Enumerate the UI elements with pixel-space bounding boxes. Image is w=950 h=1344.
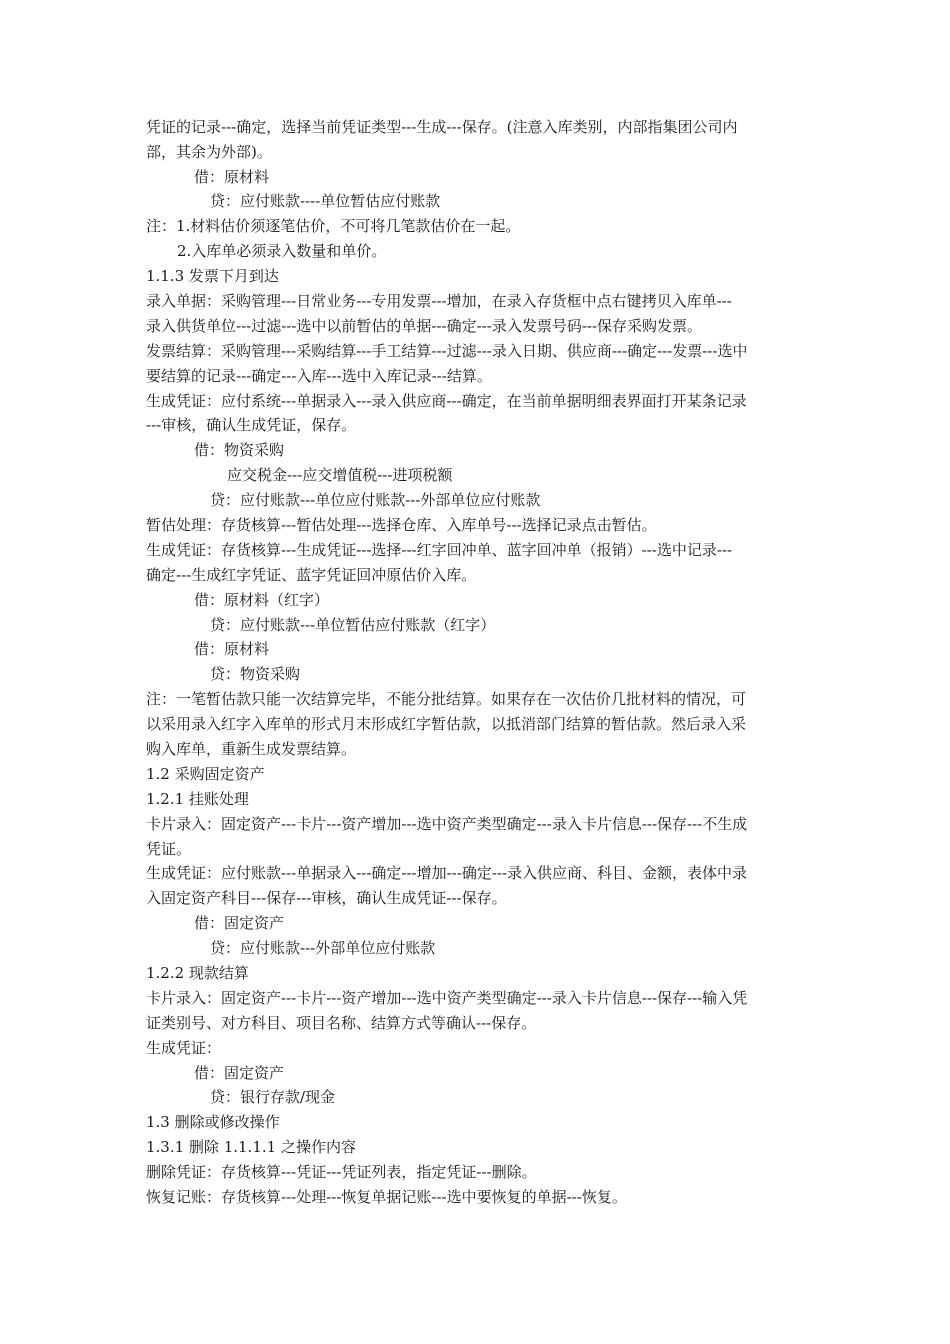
- text-line: 删除凭证：存货核算---凭证---凭证列表，指定凭证---删除。: [146, 1163, 537, 1181]
- section-heading: 1.3.1 删除 1.1.1.1 之操作内容: [146, 1138, 356, 1156]
- section-heading: 1.1.3 发票下月到达: [146, 267, 279, 285]
- credit-line: 贷：物资采购: [210, 665, 301, 683]
- text-line: 证类别号、对方科目、项目名称、结算方式等确认---保存。: [146, 1014, 537, 1032]
- section-heading: 1.2 采购固定资产: [146, 765, 265, 783]
- note-line: 注：1.材料估价须逐笔估价，不可将几笔款估价在一起。: [146, 217, 521, 235]
- note-line: 2.入库单必须录入数量和单价。: [177, 242, 387, 260]
- credit-line: 贷：应付账款---外部单位应付账款: [210, 939, 436, 957]
- debit-line: 借：固定资产: [194, 914, 285, 932]
- text-line: 卡片录入：固定资产---卡片---资产增加---选中资产类型确定---录入卡片信息---保存---输入凭: [146, 989, 748, 1007]
- text-line: ---审核，确认生成凭证，保存。: [146, 416, 357, 434]
- note-line: 购入库单，重新生成发票结算。: [146, 740, 357, 758]
- debit-line: 借：原材料: [194, 640, 270, 658]
- credit-line: 贷：应付账款---单位暂估应付账款（红字）: [210, 616, 496, 634]
- section-heading: 1.2.2 现款结算: [146, 964, 249, 982]
- text-line: 要结算的记录---确定---入库---选中入库记录---结算。: [146, 367, 492, 385]
- text-line: 录入供货单位---过滤---选中以前暂估的单据---确定---录入发票号码---保存采购发票。: [146, 317, 703, 335]
- section-heading: 1.2.1 挂账处理: [146, 790, 249, 808]
- credit-line: 贷：应付账款---单位应付账款---外部单位应付账款: [210, 491, 541, 509]
- text-line: 发票结算：采购管理---采购结算---手工结算---过滤---录入日期、供应商---确定---发票---选中: [146, 342, 748, 360]
- text-line: 生成凭证：应付系统---单据录入---录入供应商---确定，在当前单据明细表界面打开某条记录: [146, 392, 747, 410]
- text-line: 生成凭证：: [146, 1039, 222, 1057]
- text-line: 录入单据：采购管理---日常业务---专用发票---增加，在录入存货框中点右键拷贝入库单---: [146, 292, 732, 310]
- debit-line: 应交税金---应交增值税---进项税额: [227, 466, 453, 484]
- debit-line: 借：原材料（红字）: [194, 591, 330, 609]
- text-line: 卡片录入：固定资产---卡片---资产增加---选中资产类型确定---录入卡片信息---保存---不生成: [146, 815, 748, 833]
- text-line: 生成凭证：应付账款---单据录入---确定---增加---确定---录入供应商、科目、金额，表体中录: [146, 864, 748, 882]
- text-line: 部，其余为外部)。: [146, 143, 272, 161]
- text-line: 确定---生成红字凭证、蓝字凭证回冲原估价入库。: [146, 566, 477, 584]
- note-line: 以采用录入红字入库单的形式月末形成红字暂估款，以抵消部门结算的暂估款。然后录入采: [146, 715, 747, 733]
- text-line: 恢复记账：存货核算---处理---恢复单据记账---选中要恢复的单据---恢复。: [146, 1188, 627, 1206]
- section-heading: 1.3 删除或修改操作: [146, 1113, 280, 1131]
- debit-line: 借：物资采购: [194, 441, 285, 459]
- credit-line: 贷：银行存款/现金: [210, 1088, 336, 1106]
- credit-line: 贷：应付账款----单位暂估应付账款: [210, 192, 441, 210]
- text-line: 凭证的记录---确定，选择当前凭证类型---生成---保存。(注意入库类别，内部指集团公司内: [146, 118, 738, 136]
- debit-line: 借：原材料: [194, 168, 270, 186]
- debit-line: 借：固定资产: [194, 1064, 285, 1082]
- note-line: 注：一笔暂估款只能一次结算完毕，不能分批结算。如果存在一次估价几批材料的情况，可: [146, 690, 747, 708]
- text-line: 入固定资产科目---保存---审核，确认生成凭证---保存。: [146, 889, 507, 907]
- text-line: 凭证。: [146, 840, 192, 858]
- text-line: 生成凭证：存货核算---生成凭证---选择---红字回冲单、蓝字回冲单（报销）---选中记录---: [146, 541, 733, 559]
- text-line: 暂估处理：存货核算---暂估处理---选择仓库、入库单号---选择记录点击暂估。: [146, 516, 657, 534]
